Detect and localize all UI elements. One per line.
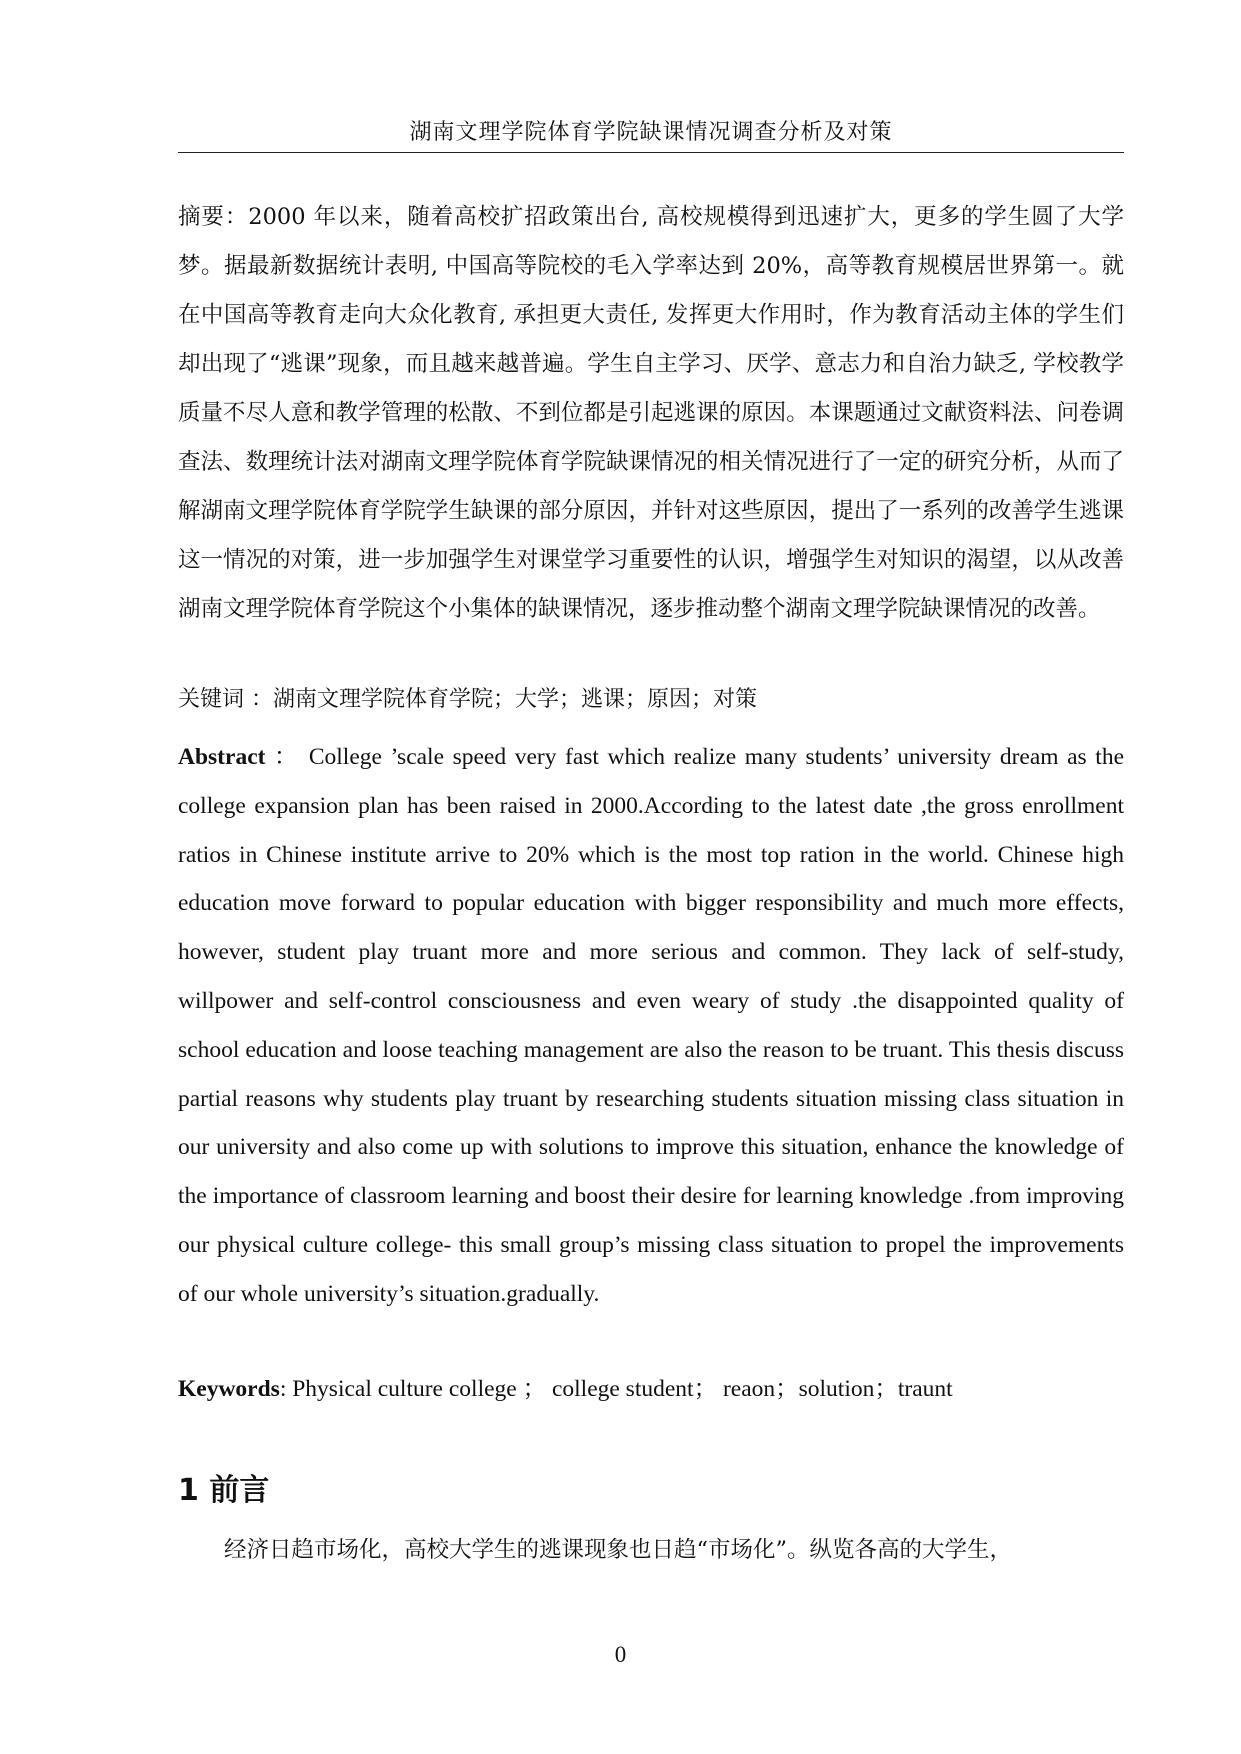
header-rule xyxy=(178,152,1124,153)
keywords-english-label: Keywords xyxy=(178,1376,280,1402)
abstract-chinese-label: 摘要： xyxy=(178,204,249,230)
keywords-chinese-label: 关键词 ： xyxy=(178,687,273,712)
section-heading: 1 前言 xyxy=(178,1473,270,1508)
abstract-chinese xyxy=(178,193,1124,634)
keywords-chinese xyxy=(178,680,1124,720)
keywords-english xyxy=(178,1369,1124,1409)
body-paragraph: 经济日趋市场化，高校大学生的逃课现象也日趋“市场化”。纵览各高的大学生， xyxy=(224,1537,1013,1563)
page-number: 0 xyxy=(614,1642,627,1667)
abstract-english-label: Abstract xyxy=(178,744,266,770)
abstract-english-text: College ’scale speed very fast which realize many students’ university dream as the college expansion plan has been raised in 2000.According to the latest date ,the gross enrollment ratios in Chinese institute arrive to 20% which is the most top ration in the world. Chinese high education move forward to popular education with bigger responsibility and much more effects, however, student play truant more and more serious and common. They lack of self-study, willpower and self-control consciousness and even weary of study .the disappointed quality of school education and loose teaching management are also the reason to be truant. This thesis discuss partial reasons why students play truant by researching students situation missing class situation in our university and also come up with solutions to improve this situation, enhance the knowledge of the importance of classroom learning and boost their desire for learning knowledge .from improving our physical culture college- this small group’s missing class situation to propel the improvements of our whole university’s situation.gradually. xyxy=(178,744,1124,1307)
keywords-chinese-text: 湖南文理学院体育学院；大学；逃课；原因；对策 xyxy=(273,687,758,712)
running-header: 湖南文理学院体育学院缺课情况调查分析及对策 xyxy=(409,120,893,145)
abstract-english xyxy=(178,733,1124,1319)
abstract-english-separator: ： xyxy=(265,744,309,770)
abstract-chinese-text: 2000 年以来，随着高校扩招政策出台, 高校规模得到迅速扩大，更多的学生圆了大学梦。据最新数据统计表明, 中国高等院校的毛入学率达到 20%，高等教育规模居世界第一。就在中国高等教育走向大众化教育, 承担更大责任, 发挥更大作用时，作为教育活动主体的学生们却出现了“逃课”现象，而且越来越普遍。学生自主学习、厌学、意志力和自治力缺乏, 学校教学质量不尽人意和教学管理的松散、不到位都是引起逃课的原因。本课题通过文献资料法、问卷调查法、数理统计法对湖南文理学院体育学院缺课情况的相关情况进行了一定的研究分析，从而了解湖南文理学院体育学院学生缺课的部分原因，并针对这些原因，提出了一系列的改善学生逃课这一情况的对策，进一步加强学生对课堂学习重要性的认识，增强学生对知识的渴望，以从改善湖南文理学院体育学院这个小集体的缺课情况，逐步推动整个湖南文理学院缺课情况的改善。 xyxy=(178,204,1124,622)
keywords-english-text: : Physical culture college ； college student； reaon；solution；traunt xyxy=(279,1376,953,1402)
